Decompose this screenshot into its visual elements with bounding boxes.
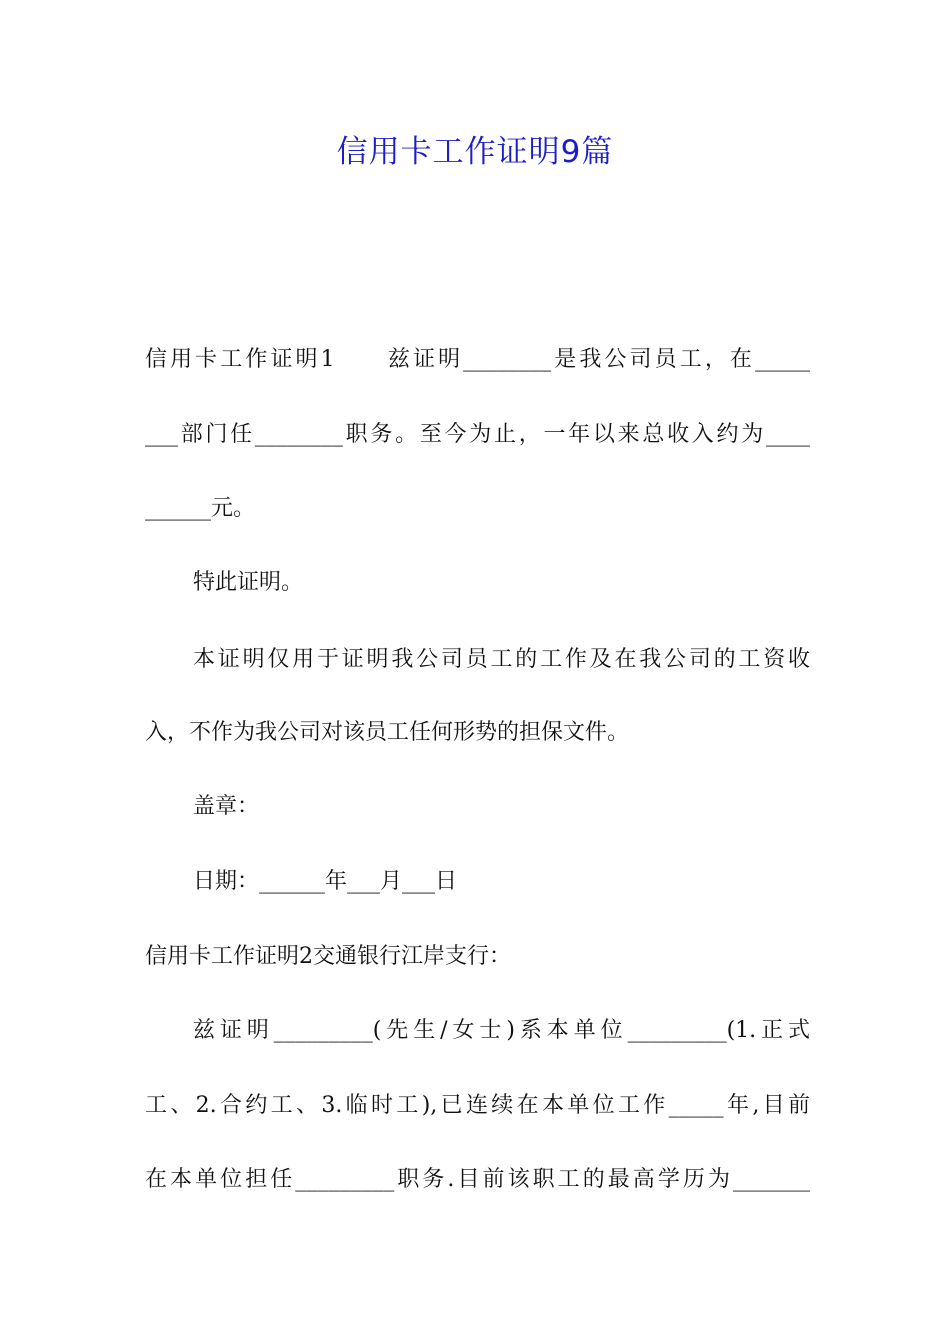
paragraph-line-5: 本证明仅用于证明我公司员工的工作及在我公司的工资收	[193, 647, 810, 672]
paragraph-line-4: 特此证明。	[193, 570, 304, 595]
paragraph-line-9: 信用卡工作证明2交通银行江岸支行：	[145, 944, 511, 969]
paragraph-line-8: 日期：______年___月___日	[193, 869, 458, 894]
paragraph-line-1: 信用卡工作证明1 兹证明________是我公司员工，在_____	[145, 347, 810, 372]
paragraph-line-12: 在本单位担任_________职务.目前该职工的最高学历为_______	[145, 1167, 810, 1192]
paragraph-line-7: 盖章：	[193, 794, 260, 819]
paragraph-line-2: ___部门任________职务。至今为止，一年以来总收入约为____	[145, 422, 810, 447]
document-title: 信用卡工作证明9篇	[336, 134, 614, 170]
paragraph-line-3: ______元。	[145, 496, 256, 521]
paragraph-line-6: 入，不作为我公司对该员工任何形势的担保文件。	[145, 720, 630, 745]
paragraph-line-10: 兹证明_________(先生/女士)系本单位_________(1.正式	[193, 1018, 810, 1043]
paragraph-line-11: 工、2.合约工、3.临时工),已连续在本单位工作_____年,目前	[145, 1093, 810, 1118]
